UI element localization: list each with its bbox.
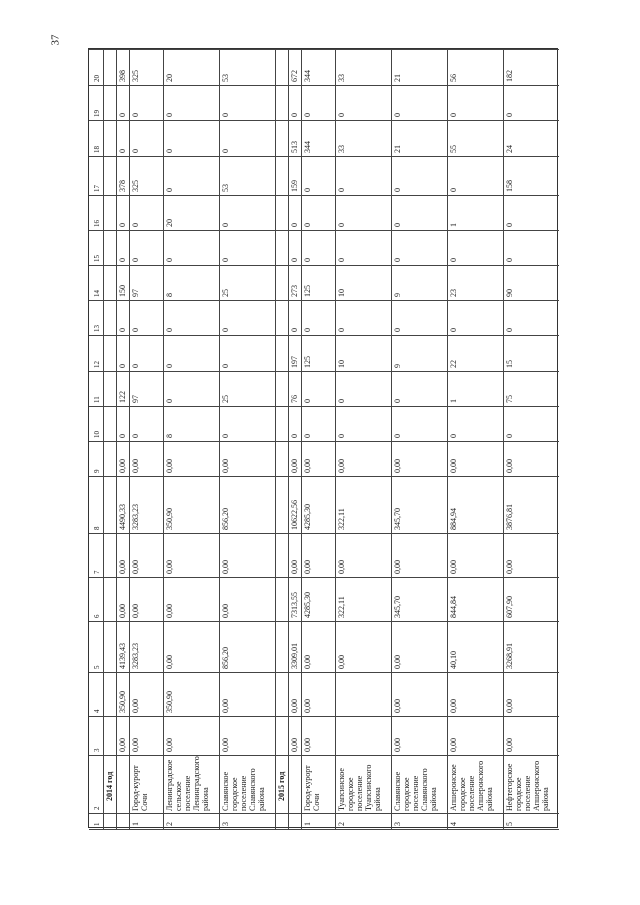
column-number: 2: [93, 806, 101, 811]
cell-value: 607,90: [504, 595, 514, 618]
cell-value: 0: [303, 398, 313, 403]
cell-value: 0,00: [220, 737, 230, 752]
cell-value: 0: [131, 328, 141, 333]
row-number: 1: [131, 822, 141, 826]
cell-value: 0,00: [392, 459, 402, 474]
cell-value: 0,00: [290, 459, 300, 474]
cell-value: 0,00: [290, 737, 300, 752]
column-divider: [89, 371, 559, 372]
column-number: 19: [93, 110, 101, 118]
column-divider: [89, 195, 559, 196]
column-number: 6: [93, 614, 101, 618]
cell-value: 0: [220, 328, 230, 333]
cell-value: 0,00: [118, 459, 128, 474]
column-divider: [89, 156, 559, 157]
cell-value: 3283,23: [131, 503, 141, 530]
cell-value: 0,00: [131, 459, 141, 474]
cell-value: 0,00: [448, 698, 458, 713]
cell-value: 150: [118, 285, 128, 298]
cell-value: 97: [131, 289, 141, 298]
column-divider: [89, 300, 559, 301]
column-divider: [89, 621, 559, 622]
row-divider: [275, 49, 276, 829]
row-number: 3: [220, 822, 230, 826]
cell-value: 0: [448, 258, 458, 262]
row-divider: [301, 49, 302, 829]
cell-value: 672: [290, 70, 300, 83]
cell-value: 0: [118, 363, 128, 368]
cell-value: 0: [303, 187, 313, 192]
cell-value: 125: [303, 355, 313, 368]
column-number: 20: [93, 75, 101, 83]
cell-value: 378: [118, 179, 128, 192]
column-divider: [89, 577, 559, 578]
cell-value: 0,00: [220, 698, 230, 713]
cell-value: 0,00: [118, 559, 128, 574]
cell-value: 0: [336, 258, 346, 262]
cell-value: 15: [504, 359, 514, 368]
cell-value: 0: [164, 148, 174, 153]
row-divider: [103, 49, 104, 829]
cell-value: 76: [290, 394, 300, 403]
cell-value: 325: [131, 179, 141, 192]
row-name: Город-курорт Сочи: [131, 765, 150, 812]
cell-value: 1: [448, 398, 458, 403]
cell-value: 33: [336, 74, 346, 83]
cell-value: 75: [504, 394, 514, 403]
cell-value: 4490,33: [118, 503, 128, 530]
cell-value: 344: [303, 70, 313, 83]
column-divider: [89, 85, 559, 86]
section-title: 2014 год: [105, 772, 114, 802]
cell-value: 0: [118, 328, 128, 333]
cell-value: 0,00: [131, 603, 141, 618]
cell-value: 0,00: [504, 737, 514, 752]
cell-value: 344: [303, 140, 313, 153]
cell-value: 0,00: [392, 737, 402, 752]
row-divider: [219, 49, 220, 829]
cell-value: 9: [392, 293, 402, 298]
cell-value: 0,00: [164, 459, 174, 474]
cell-value: 0,00: [303, 698, 313, 713]
cell-value: 0,00: [448, 737, 458, 752]
cell-value: 0,00: [303, 737, 313, 752]
column-number: 13: [93, 325, 101, 333]
cell-value: 0: [118, 258, 128, 262]
cell-value: 21: [392, 144, 402, 153]
cell-value: 0,00: [303, 559, 313, 574]
cell-value: 0,00: [504, 459, 514, 474]
cell-value: 0: [336, 328, 346, 333]
cell-value: 350,90: [118, 690, 128, 713]
column-divider: [89, 441, 559, 442]
cell-value: 0: [303, 328, 313, 333]
cell-value: 884,94: [448, 507, 458, 530]
cell-value: 4285,30: [303, 591, 313, 618]
cell-value: 0,00: [303, 459, 313, 474]
cell-value: 10: [336, 359, 346, 368]
cell-value: 0: [131, 222, 141, 227]
cell-value: 0: [504, 113, 514, 118]
cell-value: 0: [131, 433, 141, 438]
row-name: Славянское городское поселение Славянского района: [220, 768, 266, 812]
cell-value: 0,00: [131, 737, 141, 752]
cell-value: 0,00: [290, 559, 300, 574]
row-name: Нефтегорское городское поселение Апшеронского района: [504, 761, 550, 812]
cell-value: 0: [392, 258, 402, 262]
cell-value: 0: [448, 433, 458, 438]
cell-value: 0: [131, 258, 141, 262]
cell-value: 0,00: [448, 559, 458, 574]
cell-value: 0: [392, 398, 402, 403]
cell-value: 322,11: [336, 596, 346, 618]
cell-value: 345,70: [392, 507, 402, 530]
cell-value: 0: [303, 258, 313, 262]
column-number: 9: [93, 469, 101, 474]
cell-value: 0: [220, 113, 230, 118]
cell-value: 0: [504, 433, 514, 438]
cell-value: 513: [290, 140, 300, 153]
cell-value: 398: [118, 70, 128, 83]
row-divider: [163, 49, 164, 829]
cell-value: 0,00: [220, 459, 230, 474]
cell-value: 3283,23: [131, 642, 141, 669]
cell-value: 0,00: [220, 559, 230, 574]
column-divider: [89, 49, 559, 50]
cell-value: 350,90: [164, 690, 174, 713]
cell-value: 0: [392, 187, 402, 192]
column-divider: [89, 265, 559, 266]
row-name: Апшеронское городское поселение Апшеронского района: [448, 761, 494, 812]
row-number: 4: [448, 822, 458, 826]
cell-value: 159: [290, 179, 300, 192]
cell-value: 273: [290, 285, 300, 298]
cell-value: 0: [504, 222, 514, 227]
page-number: 37: [49, 34, 62, 46]
column-number: 8: [93, 526, 101, 530]
cell-value: 856,20: [220, 646, 230, 669]
cell-value: 53: [220, 74, 230, 83]
row-number: 5: [504, 822, 514, 826]
cell-value: 3268,91: [504, 642, 514, 669]
cell-value: 0: [336, 113, 346, 118]
cell-value: 20: [164, 74, 174, 83]
cell-value: 0,00: [336, 559, 346, 574]
cell-value: 0,00: [118, 737, 128, 752]
cell-value: 0: [504, 328, 514, 333]
cell-value: 20: [164, 218, 174, 227]
column-number: 14: [93, 290, 101, 298]
column-number: 16: [93, 219, 101, 227]
row-number: 2: [164, 822, 174, 826]
cell-value: 0: [118, 148, 128, 153]
cell-value: 125: [303, 285, 313, 298]
cell-value: 0,00: [118, 603, 128, 618]
column-divider: [89, 120, 559, 121]
cell-value: 0: [392, 113, 402, 118]
cell-value: 0,00: [392, 559, 402, 574]
row-divider: [391, 49, 392, 829]
column-divider: [89, 672, 559, 673]
cell-value: 0: [131, 363, 141, 368]
cell-value: 22: [448, 359, 458, 368]
cell-value: 0: [336, 187, 346, 192]
cell-value: 158: [504, 179, 514, 192]
cell-value: 0: [164, 398, 174, 403]
cell-value: 8: [164, 433, 174, 438]
cell-value: 55: [448, 144, 458, 153]
cell-value: 322,11: [336, 508, 346, 530]
cell-value: 0: [164, 328, 174, 333]
cell-value: 56: [448, 74, 458, 83]
cell-value: 0: [118, 433, 128, 438]
cell-value: 345,70: [392, 595, 402, 618]
cell-value: 0: [220, 222, 230, 227]
row-number: 2: [336, 822, 346, 826]
row-number: 1: [303, 822, 313, 826]
data-table: [88, 48, 558, 828]
column-number: 5: [93, 665, 101, 669]
cell-value: 0: [290, 433, 300, 438]
cell-value: 0: [504, 258, 514, 262]
column-number: 3: [93, 748, 101, 752]
column-number: 12: [93, 360, 101, 368]
cell-value: 0: [131, 113, 141, 118]
row-name: Город-курорт Сочи: [303, 765, 322, 812]
cell-value: 0: [392, 328, 402, 333]
row-divider: [503, 49, 504, 829]
cell-value: 0: [118, 222, 128, 227]
column-number: 18: [93, 145, 101, 153]
column-number: 17: [93, 184, 101, 192]
cell-value: 0,00: [392, 654, 402, 669]
cell-value: 0: [164, 258, 174, 262]
cell-value: 0: [290, 222, 300, 227]
cell-value: 0,00: [392, 698, 402, 713]
cell-value: 0: [164, 363, 174, 368]
cell-value: 0: [303, 113, 313, 118]
cell-value: 0: [392, 433, 402, 438]
cell-value: 53: [220, 183, 230, 192]
cell-value: 350,90: [164, 507, 174, 530]
cell-value: 856,20: [220, 507, 230, 530]
cell-value: 1: [448, 222, 458, 227]
cell-value: 0,00: [220, 603, 230, 618]
cell-value: 0: [118, 113, 128, 118]
cell-value: 33: [336, 144, 346, 153]
row-number: 3: [392, 822, 402, 826]
section-title: 2015 год: [276, 772, 286, 802]
cell-value: 7313,55: [290, 591, 300, 618]
cell-value: 23: [448, 289, 458, 298]
cell-value: 0: [303, 222, 313, 227]
row-divider: [116, 49, 117, 829]
cell-value: 8: [164, 293, 174, 298]
cell-value: 0,00: [290, 698, 300, 713]
cell-value: 0,00: [336, 459, 346, 474]
column-divider: [89, 406, 559, 407]
row-name: Ленинградское сельское поселение Ленинградского района: [164, 756, 210, 812]
row-divider: [335, 49, 336, 829]
cell-value: 0: [164, 113, 174, 118]
cell-value: 0: [336, 433, 346, 438]
cell-value: 182: [504, 70, 514, 83]
column-number: 1: [93, 822, 101, 826]
cell-value: 0: [448, 187, 458, 192]
cell-value: 0: [220, 363, 230, 368]
cell-value: 0,00: [131, 698, 141, 713]
cell-value: 0: [220, 258, 230, 262]
cell-value: 3876,81: [504, 503, 514, 530]
cell-value: 24: [504, 144, 514, 153]
cell-value: 0,00: [504, 698, 514, 713]
row-divider: [447, 49, 448, 829]
column-divider: [89, 813, 559, 814]
cell-value: 0: [290, 113, 300, 118]
cell-value: 10622,56: [290, 499, 300, 530]
row-divider: [288, 49, 289, 829]
row-divider: [129, 49, 130, 829]
cell-value: 0,00: [164, 654, 174, 669]
cell-value: 90: [504, 289, 514, 298]
column-divider: [89, 230, 559, 231]
cell-value: 0: [392, 222, 402, 227]
column-divider: [89, 533, 559, 534]
cell-value: 325: [131, 70, 141, 83]
cell-value: 0,00: [164, 737, 174, 752]
cell-value: 0: [131, 148, 141, 153]
column-divider: [89, 716, 559, 717]
cell-value: 0: [336, 222, 346, 227]
cell-value: 4285,30: [303, 503, 313, 530]
cell-value: 21: [392, 74, 402, 83]
cell-value: 0,00: [131, 559, 141, 574]
cell-value: 0,00: [303, 654, 313, 669]
column-number: 7: [93, 570, 101, 574]
row-name: Туапсинское городское поселение Туапсинского района: [336, 765, 382, 812]
cell-value: 0: [220, 148, 230, 153]
cell-value: 0,00: [164, 559, 174, 574]
column-number: 15: [93, 255, 101, 262]
cell-value: 0,00: [448, 459, 458, 474]
cell-value: 0: [303, 433, 313, 438]
cell-value: 0: [448, 328, 458, 333]
cell-value: 25: [220, 289, 230, 298]
column-number: 4: [93, 709, 101, 713]
row-name: Славянское городское поселение Славянского района: [392, 768, 438, 812]
column-divider: [89, 476, 559, 477]
column-number: 10: [93, 430, 101, 438]
cell-value: 10: [336, 289, 346, 298]
cell-value: 0: [220, 433, 230, 438]
cell-value: 0,00: [164, 603, 174, 618]
cell-value: 9: [392, 363, 402, 368]
cell-value: 0: [290, 328, 300, 333]
cell-value: 197: [290, 355, 300, 368]
cell-value: 844,84: [448, 595, 458, 618]
cell-value: 3309,01: [290, 642, 300, 669]
cell-value: 40,10: [448, 650, 458, 669]
cell-value: 0: [290, 258, 300, 262]
column-divider: [89, 829, 559, 830]
cell-value: 97: [131, 394, 141, 403]
cell-value: 0: [448, 113, 458, 118]
cell-value: 122: [118, 390, 128, 403]
cell-value: 4139,43: [118, 642, 128, 669]
cell-value: 25: [220, 394, 230, 403]
column-number: 11: [93, 396, 101, 403]
cell-value: 0,00: [504, 559, 514, 574]
cell-value: 0: [336, 398, 346, 403]
cell-value: 0: [164, 187, 174, 192]
column-divider: [89, 335, 559, 336]
cell-value: 0,00: [336, 654, 346, 669]
